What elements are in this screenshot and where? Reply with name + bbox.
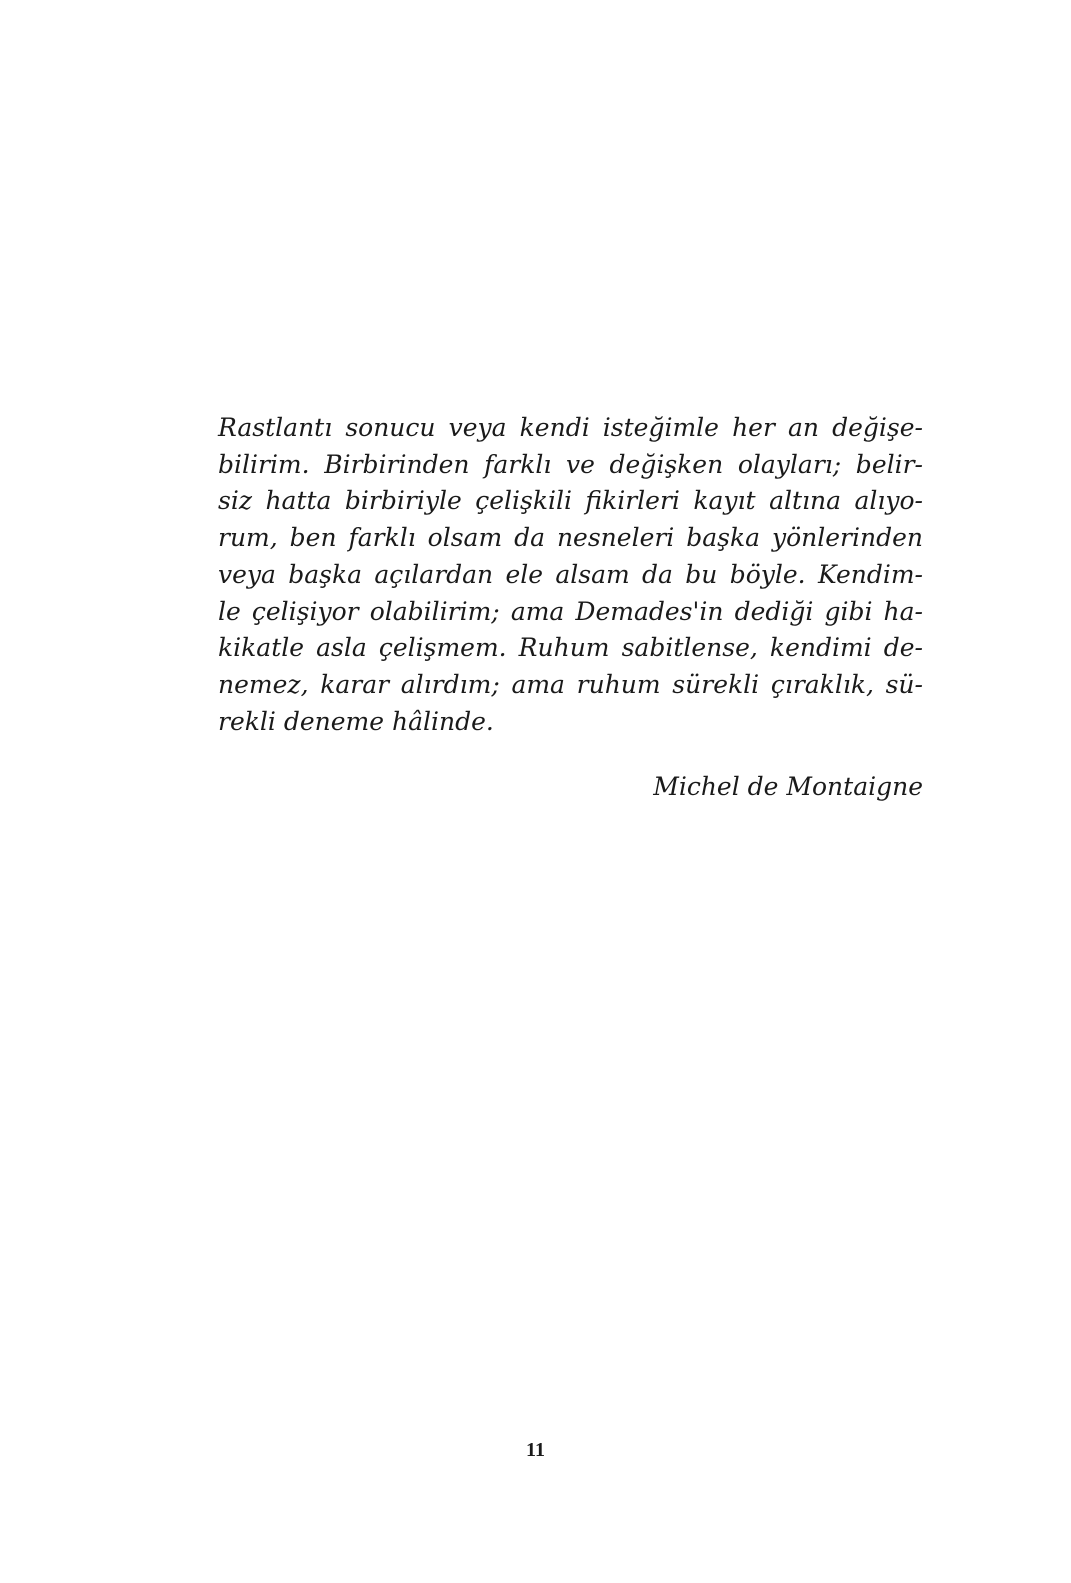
quote-line: le çelişiyor olabilirim; ama Demades'in dediği gibi ha- <box>218 596 923 626</box>
quote-line: bilirim. Birbirinden farklı ve değişken olayları; belir- <box>218 449 923 479</box>
quote-line: Rastlantı sonucu veya kendi isteğimle her an değişe- <box>218 413 923 442</box>
quote-attribution: Michel de Montaigne <box>653 772 923 802</box>
page-number: 11 <box>526 1439 545 1461</box>
quote-line: kikatle asla çelişmem. Ruhum sabitlense, kendimi de- <box>218 633 923 663</box>
epigraph <box>218 410 923 805</box>
quote-line: siz hatta birbiriyle çelişkili fikirleri kayıt altına alıyo- <box>218 486 923 516</box>
quote-line: nemez, karar alırdım; ama ruhum sürekli çıraklık, sü- <box>218 669 923 699</box>
quote-line: veya başka açılardan ele alsam da bu böyle. Kendim- <box>218 559 923 589</box>
quote-line: rum, ben farklı olsam da nesneleri başka yönlerinden <box>218 523 923 553</box>
quote-line: rekli deneme hâlinde. <box>218 706 494 736</box>
